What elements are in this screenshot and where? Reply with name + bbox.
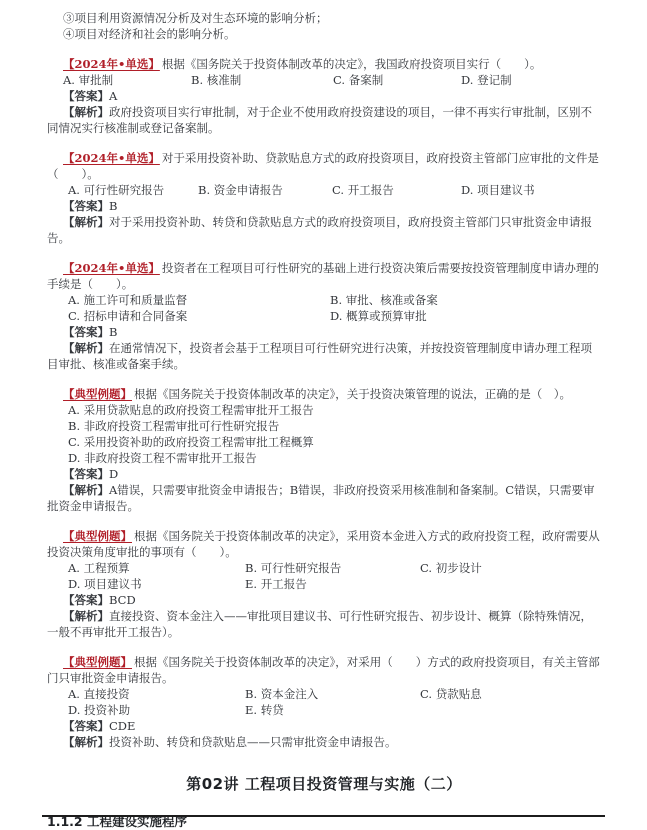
question-stem-text: 根据《国务院关于投资体制改革的决定》，关于投资决策管理的说法，正确的是（ ）。 (134, 387, 571, 401)
option-item: D. 投资补助 (68, 703, 131, 717)
analysis-line (47, 214, 601, 246)
question-stem-text: 根据《国务院关于投资体制改革的决定》，采用资本金进入方式的政府投资工程，政府需要从投资决策角度审批的事项有（ ）。 (47, 529, 600, 559)
question-block (47, 260, 601, 372)
answer-label: 【答案】 (63, 593, 109, 607)
question-tag: 【2024年•单选】 (63, 261, 160, 275)
analysis-label: 【解析】 (63, 105, 109, 119)
analysis-line (47, 608, 601, 640)
option-item: A. 工程预算 (68, 561, 130, 575)
question-tag: 【典型例题】 (63, 387, 132, 401)
question-stem (47, 654, 601, 686)
option-item: C. 贷款贴息 (420, 687, 482, 701)
answer-label: 【答案】 (63, 199, 109, 213)
question-stem (47, 56, 601, 72)
answer-line (47, 592, 601, 608)
answer-label: 【答案】 (63, 467, 109, 481)
analysis-text: A错误，只需要审批资金申请报告；B错误，非政府投资采用核准制和备案制。C错误，只需要审批资金申请报告。 (47, 483, 595, 513)
analysis-line (47, 340, 601, 372)
lecture-heading: 第02讲 工程项目投资管理与实施（二） (186, 775, 462, 793)
option-item: C. 初步设计 (420, 561, 482, 575)
question-block (47, 56, 601, 136)
analysis-text: 投资补助、转贷和贷款贴息——只需审批资金申请报告。 (109, 735, 397, 749)
analysis-label: 【解析】 (63, 215, 109, 229)
analysis-text: 政府投资项目实行审批制，对于企业不使用政府投资建设的项目，一律不再实行审批制，区别不同情况实行核准制或登记备案制。 (47, 105, 592, 135)
option-item: B. 资本金注入 (245, 687, 319, 701)
option-item: C. 招标申请和合同备案 (68, 309, 188, 323)
answer-value: CDE (109, 719, 136, 733)
section-heading: 1.1.2 工程建设实施程序 (47, 814, 187, 829)
option-item: A. 可行性研究报告 (68, 183, 165, 197)
analysis-text: 直接投资、资本金注入——审批项目建议书、可行性研究报告、初步设计、概算（除特殊情况，一般不再审批开工报告）。 (47, 609, 592, 639)
question-stem-text: 投资者在工程项目可行性研究的基础上进行投资决策后需要按投资管理制度申请办理的手续是（ ）。 (47, 261, 599, 291)
answer-line (47, 324, 601, 340)
analysis-label: 【解析】 (63, 735, 109, 749)
question-block (47, 150, 601, 246)
option-item: B. 资金申请报告 (198, 183, 283, 197)
question-stem-text: 对于采用投资补助、贷款贴息方式的政府投资项目，政府投资主管部门应审批的文件是（ ）。 (47, 151, 599, 181)
answer-value: A (109, 89, 118, 103)
analysis-text: 对于采用投资补助、转贷和贷款贴息方式的政府投资项目，政府投资主管部门只审批资金申请报告。 (47, 215, 592, 245)
analysis-line (47, 734, 601, 750)
answer-value: B (109, 325, 118, 339)
options-grid (68, 292, 601, 324)
page-bottom-divider (42, 815, 605, 817)
question-stem (47, 260, 601, 292)
analysis-label: 【解析】 (63, 341, 109, 355)
option-item: A. 施工许可和质量监督 (68, 293, 188, 307)
options-grid (68, 686, 601, 718)
options-row (63, 72, 601, 88)
option-item: B. 核准制 (191, 73, 242, 87)
option-item: E. 开工报告 (245, 577, 307, 591)
option-item: A. 采用贷款贴息的政府投资工程需审批开工报告 (68, 403, 314, 417)
question-stem (47, 386, 601, 402)
option-item: C. 开工报告 (332, 183, 394, 197)
option-item: D. 登记制 (461, 73, 512, 87)
question-stem-text: 根据《国务院关于投资体制改革的决定》，我国政府投资项目实行（ ）。 (161, 57, 542, 71)
question-tag: 【典型例题】 (63, 655, 132, 669)
question-stem-text: 根据《国务院关于投资体制改革的决定》，对采用（ ）方式的政府投资项目，有关主管部门只审批资金申请报告。 (47, 655, 600, 685)
options-grid (68, 560, 601, 592)
analysis-line (47, 482, 601, 514)
intro-line: ③项目利用资源情况分析及对生态环境的影响分析； (63, 11, 328, 25)
answer-line (47, 466, 601, 482)
option-item: A. 直接投资 (68, 687, 130, 701)
option-item: D. 项目建议书 (68, 577, 142, 591)
question-stem (47, 150, 601, 182)
option-item: E. 转贷 (245, 703, 284, 717)
question-tag: 【2024年•单选】 (63, 57, 160, 71)
answer-value: BCD (109, 593, 136, 607)
question-tag: 【典型例题】 (63, 529, 132, 543)
answer-line (47, 198, 601, 214)
intro-line: ④项目对经济和社会的影响分析。 (63, 27, 236, 41)
question-block (47, 654, 601, 750)
answer-line (47, 718, 601, 734)
question-block (47, 528, 601, 640)
options-row (68, 182, 601, 198)
answer-value: D (109, 467, 119, 481)
answer-label: 【答案】 (63, 719, 109, 733)
analysis-text: 在通常情况下，投资者会基于工程项目可行性研究进行决策，并按投资管理制度申请办理工程项目审批、核准或备案手续。 (47, 341, 592, 371)
answer-value: B (109, 199, 118, 213)
analysis-label: 【解析】 (63, 483, 109, 497)
option-item: B. 审批、核准或备案 (330, 293, 438, 307)
option-item: B. 非政府投资工程需审批可行性研究报告 (68, 419, 280, 433)
option-item: A. 审批制 (63, 73, 114, 87)
option-item: C. 备案制 (333, 73, 384, 87)
options-list (68, 402, 601, 466)
option-item: D. 概算或预算审批 (330, 309, 427, 323)
option-item: D. 项目建议书 (461, 183, 535, 197)
answer-label: 【答案】 (63, 89, 109, 103)
option-item: D. 非政府投资工程不需审批开工报告 (68, 451, 257, 465)
question-tag: 【2024年•单选】 (63, 151, 160, 165)
answer-label: 【答案】 (63, 325, 109, 339)
question-block (47, 386, 601, 514)
option-item: C. 采用投资补助的政府投资工程需审批工程概算 (68, 435, 314, 449)
option-item: B. 可行性研究报告 (245, 561, 342, 575)
analysis-label: 【解析】 (63, 609, 109, 623)
analysis-line (47, 104, 601, 136)
question-stem (47, 528, 601, 560)
answer-line (47, 88, 601, 104)
